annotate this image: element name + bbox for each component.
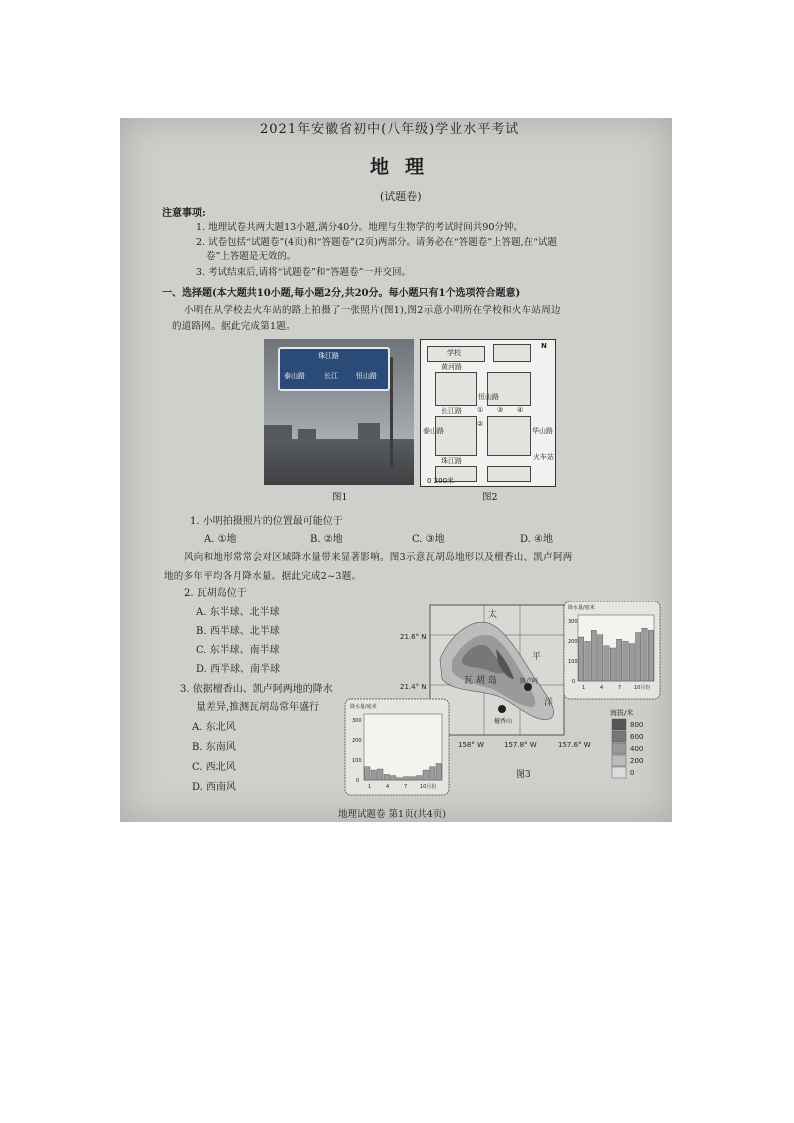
- map-block: [487, 466, 531, 482]
- lon-label-3: 157.6° W: [558, 741, 591, 749]
- q3-option-a: A. 东北风: [192, 722, 236, 733]
- q2-option-a: A. 东半球、北半球: [196, 607, 280, 618]
- kailua-bar-12: [648, 630, 653, 681]
- intro-text: 小明在从学校去火车站的路上拍摄了一张照片(图1),图2示意小明所在学校和火车站周边: [184, 305, 561, 316]
- legend-label: 600: [630, 733, 644, 741]
- legend-title: 海拔/米: [610, 709, 634, 717]
- legend-swatch-200: [612, 755, 626, 766]
- scale-bar: 0 200米: [427, 477, 455, 485]
- ocean-label-2: 平: [532, 652, 542, 662]
- honolulu-bar-8: [410, 777, 416, 780]
- honolulu-xtick: 1: [368, 784, 372, 790]
- honolulu-xtick: 4: [386, 784, 390, 790]
- kailua-xtick: 1: [582, 685, 586, 691]
- q2-option-b: B. 西半球、北半球: [196, 626, 280, 637]
- intro-text: 的道路网。据此完成第1题。: [172, 321, 296, 332]
- notes-title: 注意事项:: [162, 208, 206, 219]
- figure1-caption: 图1: [332, 492, 348, 503]
- q2-option-d: D. 西半球、南半球: [196, 664, 281, 675]
- honolulu-bar-3: [378, 769, 384, 780]
- figure2-map: [420, 339, 556, 487]
- honolulu-bar-10: [423, 770, 429, 780]
- island-label: 瓦 胡 岛: [464, 676, 497, 686]
- q3-option-c: C. 西北风: [192, 762, 236, 773]
- q3-stem: 3. 依据檀香山、凯卢阿两地的降水: [180, 684, 333, 695]
- kailua-bar-7: [617, 639, 622, 681]
- q1-option-c: C. ③地: [412, 534, 445, 545]
- legend-label: 800: [630, 721, 644, 729]
- legend-swatch-600: [612, 731, 626, 742]
- sign-text-top: 珠江路: [318, 352, 339, 360]
- city-kailua-label: 凯卢阿: [520, 678, 539, 685]
- sign-text-left: 泰山路: [284, 372, 305, 380]
- q1-stem: 1. 小明拍摄照片的位置最可能位于: [190, 516, 343, 527]
- honolulu-bar-6: [397, 778, 403, 780]
- figure2-caption: 图2: [482, 492, 498, 503]
- kailua-bar-9: [629, 644, 634, 681]
- kailua-bar-2: [585, 641, 590, 681]
- honolulu-bar-5: [391, 776, 397, 780]
- q1-option-b: B. ②地: [310, 534, 343, 545]
- honolulu-bar-2: [371, 770, 377, 780]
- subject-title: 地理: [370, 156, 441, 178]
- q2-stem: 2. 瓦胡岛位于: [184, 588, 247, 599]
- kailua-chart-ylabel: 降水量/毫米: [568, 605, 595, 611]
- q3-stem: 量差异,推测瓦胡岛常年盛行: [196, 702, 320, 713]
- map-block: [487, 416, 531, 456]
- honolulu-ytick: 300: [352, 718, 362, 724]
- legend-swatch-800: [612, 719, 626, 730]
- kailua-bar-10: [636, 633, 641, 681]
- q1-option-d: D. ④地: [520, 534, 553, 545]
- kailua-xtick: 4: [600, 685, 604, 691]
- city-honolulu-label: 檀香山: [494, 718, 513, 725]
- kailua-ytick: 0: [572, 679, 576, 685]
- road-hengshan: 恒山路: [478, 393, 499, 401]
- honolulu-ytick: 100: [352, 758, 362, 764]
- sign-pole: [390, 357, 393, 467]
- kailua-bar-8: [623, 641, 628, 681]
- marker-1: ①: [477, 406, 484, 414]
- intro-text: 地的多年平均各月降水量。据此完成2~3题。: [164, 571, 362, 582]
- q1-option-a: A. ①地: [204, 534, 237, 545]
- kailua-ytick: 300: [568, 619, 578, 625]
- honolulu-ytick: 0: [356, 778, 360, 784]
- city-honolulu-dot: [498, 705, 506, 713]
- honolulu-xtick: 7: [404, 784, 408, 790]
- kailua-bar-11: [642, 628, 647, 681]
- kailua-ytick: 200: [568, 639, 578, 645]
- honolulu-bar-4: [384, 775, 390, 781]
- paper-type: (试题卷): [380, 190, 422, 203]
- sign-text-mid: 长江: [324, 372, 338, 380]
- road-huashan: 华山路: [532, 427, 553, 435]
- legend-label: 0: [630, 769, 635, 777]
- north-arrow: N: [541, 342, 547, 350]
- lon-label-1: 158° W: [458, 741, 485, 749]
- marker-3: ③: [497, 406, 504, 414]
- kailua-bar-5: [604, 646, 609, 681]
- lat-label-1: 21.6° N: [400, 633, 427, 641]
- kailua-bar-6: [610, 648, 615, 681]
- kailua-bar-1: [579, 637, 584, 681]
- kailua-bar-3: [591, 630, 596, 681]
- honolulu-xtick: 10月份: [420, 784, 437, 790]
- note-item: 3. 考试结束后,请将“试题卷”和“答题卷”一并交回。: [196, 267, 412, 278]
- road-zhujiang: 珠江路: [441, 457, 462, 465]
- honolulu-chart-ylabel: 降水量/毫米: [350, 704, 377, 710]
- legend-label: 400: [630, 745, 644, 753]
- honolulu-chart: [344, 698, 450, 796]
- q3-option-b: B. 东南风: [192, 742, 236, 753]
- section-title: 一、选择题(本大题共10小题,每小题2分,共20分。每小题只有1个选项符合题意): [162, 288, 521, 299]
- lat-label-2: 21.4° N: [400, 683, 427, 691]
- q2-option-c: C. 东半球、南半球: [196, 645, 280, 656]
- note-item: 2. 试卷包括“试题卷”(4页)和“答题卷”(2页)两部分。请务必在“答题卷”上答题,在“试题: [196, 237, 558, 248]
- honolulu-bar-12: [436, 764, 442, 781]
- marker-2: ②: [477, 420, 484, 428]
- figure1-photo: [264, 339, 414, 485]
- lon-label-2: 157.8° W: [504, 741, 537, 749]
- map-block: [435, 416, 477, 456]
- intro-text: 风向和地形常常会对区域降水量带来显著影响。图3示意瓦胡岛地形以及檀香山、凯卢阿两: [184, 552, 573, 563]
- ocean-label-3: 洋: [544, 698, 554, 708]
- exam-title: 2021年安徽省初中(八年级)学业水平考试: [260, 122, 520, 137]
- kailua-ytick: 100: [568, 659, 578, 665]
- honolulu-bar-11: [430, 767, 436, 780]
- sign-text-right: 恒山路: [356, 372, 377, 380]
- map-block: [435, 372, 477, 406]
- honolulu-bar-9: [417, 776, 423, 780]
- kailua-xtick: 7: [618, 685, 622, 691]
- honolulu-bar-1: [365, 767, 371, 780]
- marker-4: ④: [517, 406, 524, 414]
- kailua-xtick: 10月份: [634, 685, 651, 691]
- label-station: 火车站: [533, 453, 554, 461]
- kailua-bar-4: [598, 635, 603, 681]
- road-huanghe: 黄河路: [441, 363, 462, 371]
- honolulu-ytick: 200: [352, 738, 362, 744]
- legend-label: 200: [630, 757, 644, 765]
- road-sign: [278, 347, 390, 391]
- road-taishan: 泰山路: [423, 427, 444, 435]
- page-footer: 地理试题卷 第1页(共4页): [338, 809, 447, 820]
- legend-boxes: [612, 719, 626, 778]
- q3-option-d: D. 西南风: [192, 782, 237, 793]
- ocean-label-1: 太: [488, 610, 498, 620]
- label-school: 学校: [447, 349, 461, 357]
- note-item: 卷”上答题是无效的。: [206, 251, 297, 262]
- note-item: 1. 地理试卷共两大题13小题,满分40分。地理与生物学的考试时间共90分钟。: [196, 222, 523, 233]
- figure3-caption: 图3: [516, 770, 531, 780]
- legend-swatch-400: [612, 743, 626, 754]
- road-changjiang: 长江路: [441, 407, 462, 415]
- map-block: [493, 344, 531, 362]
- legend-swatch-0: [612, 767, 626, 778]
- honolulu-bar-7: [404, 777, 410, 780]
- exam-page: [120, 118, 672, 822]
